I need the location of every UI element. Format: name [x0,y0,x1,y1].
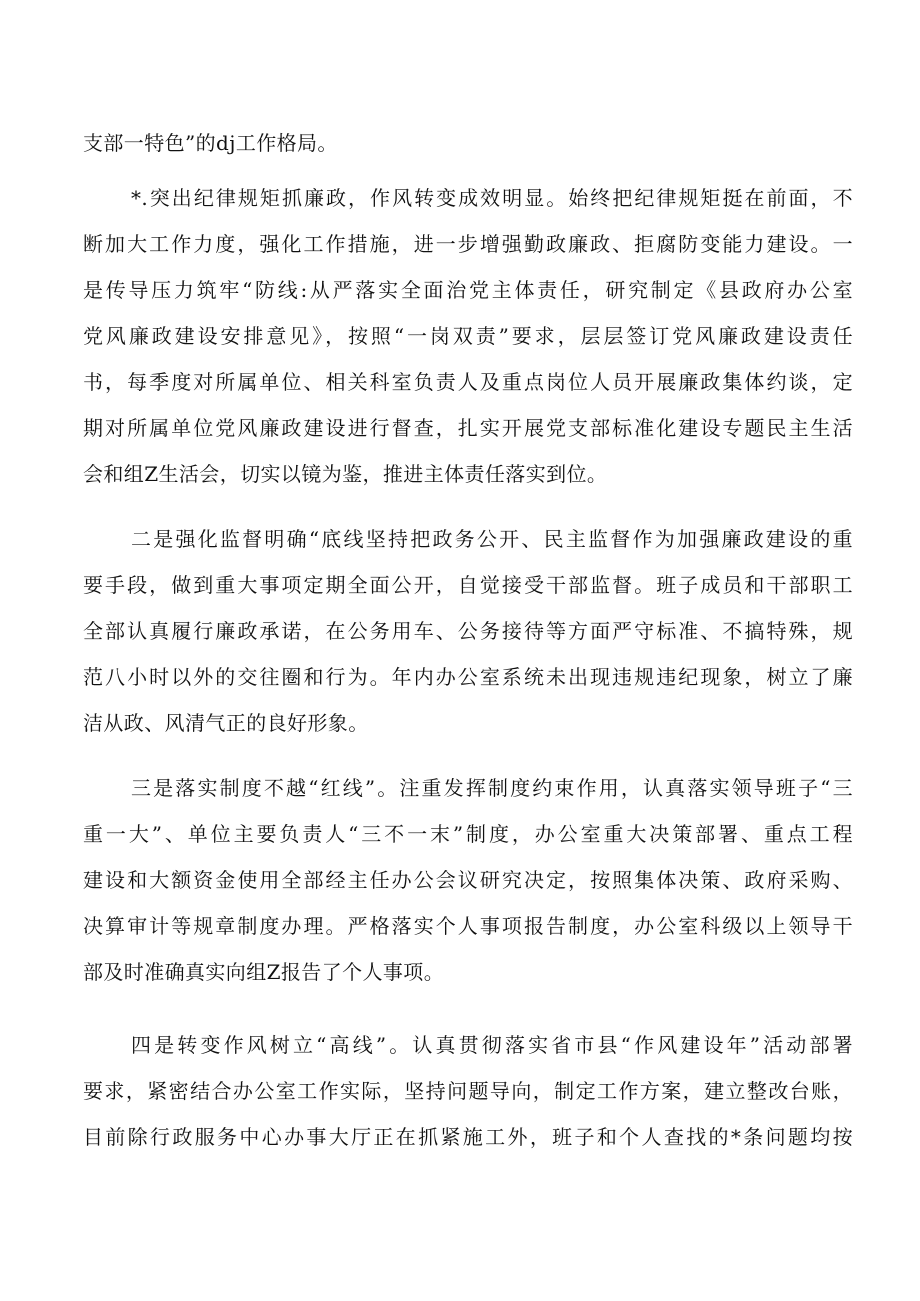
paragraph-first-line: *.突出纪律规矩抓廉政，作风转变成效明显。始终把纪律规矩挺在前面，不 [131,186,853,210]
text-line: 党风廉政建设安排意见》，按照“一岗双责”要求，层层签订党风廉政建设责任 [83,324,853,348]
text-line: 是传导压力筑牢“防线:从严落实全面治党主体责任，研究制定《县政府办公室 [83,278,853,302]
text-line: 范八小时以外的交往圈和行为。年内办公室系统未出现违规违纪现象，树立了廉 [83,665,853,689]
paragraph-first-line: 二是强化监督明确“底线坚持把政务公开、民主监督作为加强廉政建设的重 [131,527,853,551]
text-line: 目前除行政服务中心办事大厅正在抓紧施工外，班子和个人查找的*条问题均按 [83,1125,853,1149]
text-line: 要求，紧密结合办公室工作实际，坚持问题导向，制定工作方案，建立整改台账， [83,1079,853,1103]
text-line: 要手段，做到重大事项定期全面公开，自觉接受干部监督。班子成员和干部职工 [83,573,853,597]
text-line: 会和组Z生活会，切实以镜为鉴，推进主体责任落实到位。 [83,462,608,486]
text-line: 重一大”、单位主要负责人“三不一末”制度，办公室重大决策部署、重点工程 [83,822,853,846]
text-line: 期对所属单位党风廉政建设进行督查，扎实开展党支部标准化建设专题民主生活 [83,416,853,440]
text-line: 支部一特色”的dj工作格局。 [83,131,338,155]
text-line: 部及时准确真实向组Z报告了个人事项。 [83,960,445,984]
text-line: 洁从政、风清气正的良好形象。 [83,711,369,735]
paragraph-first-line: 四是转变作风树立“高线”。认真贯彻落实省市县“作风建设年”活动部署 [131,1033,853,1057]
text-line: 全部认真履行廉政承诺，在公务用车、公务接待等方面严守标准、不搞特殊，规 [83,619,853,643]
text-line: 决算审计等规章制度办理。严格落实个人事项报告制度，办公室科级以上领导干 [83,914,853,938]
text-line: 断加大工作力度，强化工作措施，进一步增强勤政廉政、拒腐防变能力建设。一 [83,232,853,256]
text-line: 建设和大额资金使用全部经主任办公会议研究决定，按照集体决策、政府采购、 [83,868,853,892]
paragraph-first-line: 三是落实制度不越“红线”。注重发挥制度约束作用，认真落实领导班子“三 [131,776,853,800]
text-line: 书，每季度对所属单位、相关科室负责人及重点岗位人员开展廉政集体约谈，定 [83,370,853,394]
